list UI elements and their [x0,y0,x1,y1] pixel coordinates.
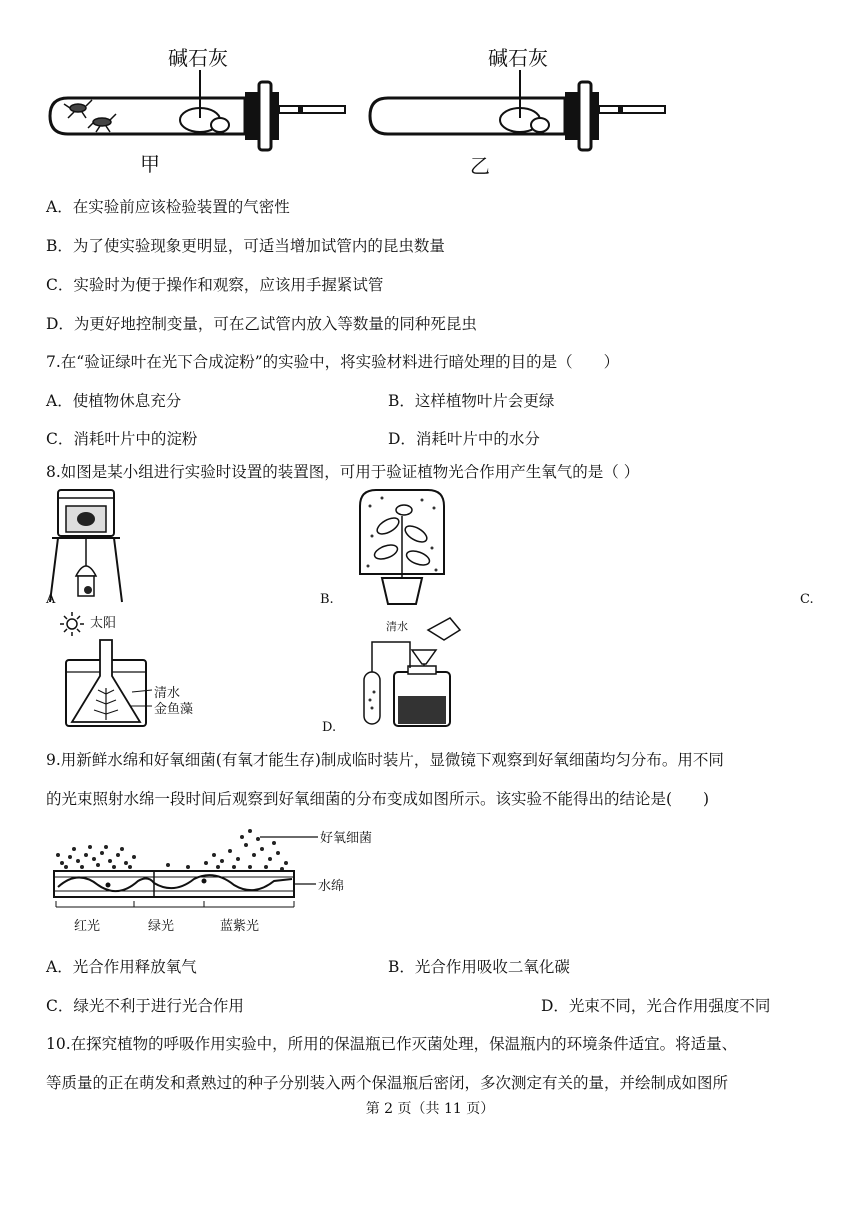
q9-option-d: D．光束不同，光合作用强度不同 [541,997,771,1015]
page-footer: 第 2 页（共 11 页） [365,1101,495,1117]
q8-option-d: D. [322,720,337,735]
soda-lime-label-right: 碱石灰 [488,46,548,70]
test-tubes-drawing [40,30,680,180]
tube-a-label: 甲 [140,152,160,176]
q6-option-a: A．在实验前应该检验装置的气密性 [46,198,290,216]
q8-figure-c [60,610,210,730]
q7-option-a: A．使植物休息充分 [46,392,182,410]
green-light-label: 绿光 [148,919,175,934]
soda-lime-label-left: 碱石灰 [168,46,228,70]
figure-test-tubes [40,30,680,180]
sun-icon [60,612,84,636]
red-light-label: 红光 [74,919,101,934]
insect-icon [64,100,116,132]
q8-option-b: B. [320,592,334,607]
bacteria-label: 好氧细菌 [320,831,373,846]
q9-stem-line1: 9.用新鲜水绵和好氧细菌(有氧才能生存)制成临时装片，显微镜下观察到好氧细菌均匀分布。用不同 [46,751,724,769]
q7-option-b: B．这样植物叶片会更绿 [388,392,555,410]
q9-stem-line2: 的光束照射水绵一段时间后观察到好氧细菌的分布变成如图所示。该实验不能得出的结论是( ) [46,790,710,808]
q8-stem: 8.如图是某小组进行实验时设置的装置图，可用于验证植物光合作用产生氧气的是（ ） [46,463,640,481]
q8-option-a: A [46,592,56,607]
q8-figure-a [48,486,128,606]
blue-violet-light-label: 蓝紫光 [220,919,260,934]
q9-option-a: A．光合作用释放氧气 [46,958,197,976]
q9-figure-alga-bacteria [48,825,373,940]
q8-figure-d [354,612,474,728]
q9-option-c: C．绿光不利于进行光合作用 [46,997,244,1015]
q6-option-b: B．为了使实验现象更明显，可适当增加试管内的昆虫数量 [46,237,445,255]
sun-label: 太阳 [90,616,117,631]
q7-option-c: C．消耗叶片中的淀粉 [46,430,198,448]
tube-b-label: 乙 [470,154,490,178]
q6-option-c: C．实验时为便于操作和观察，应该用手握紧试管 [46,276,384,294]
plant-label-c: 金鱼藻 [154,702,194,717]
q7-option-d: D．消耗叶片中的水分 [388,430,540,448]
q10-stem-line1: 10.在探究植物的呼吸作用实验中，所用的保温瓶已作灭菌处理，保温瓶内的环境条件适宜。将适量、 [46,1035,738,1053]
q10-stem-line2: 等质量的正在萌发和煮熟过的种子分别装入两个保温瓶后密闭，多次测定有关的量，并绘制成如图所 [46,1074,729,1092]
water-label-d: 清水 [386,620,408,633]
alga-label: 水绵 [318,879,345,894]
q8-option-c: C. [800,592,814,607]
q8-figure-b [352,486,452,606]
water-label-c: 清水 [154,686,181,701]
q7-stem: 7.在“验证绿叶在光下合成淀粉”的实验中，将实验材料进行暗处理的目的是（ ） [46,353,620,371]
q6-option-d: D．为更好地控制变量，可在乙试管内放入等数量的同种死昆虫 [46,315,477,333]
q9-option-b: B．光合作用吸收二氧化碳 [388,958,570,976]
